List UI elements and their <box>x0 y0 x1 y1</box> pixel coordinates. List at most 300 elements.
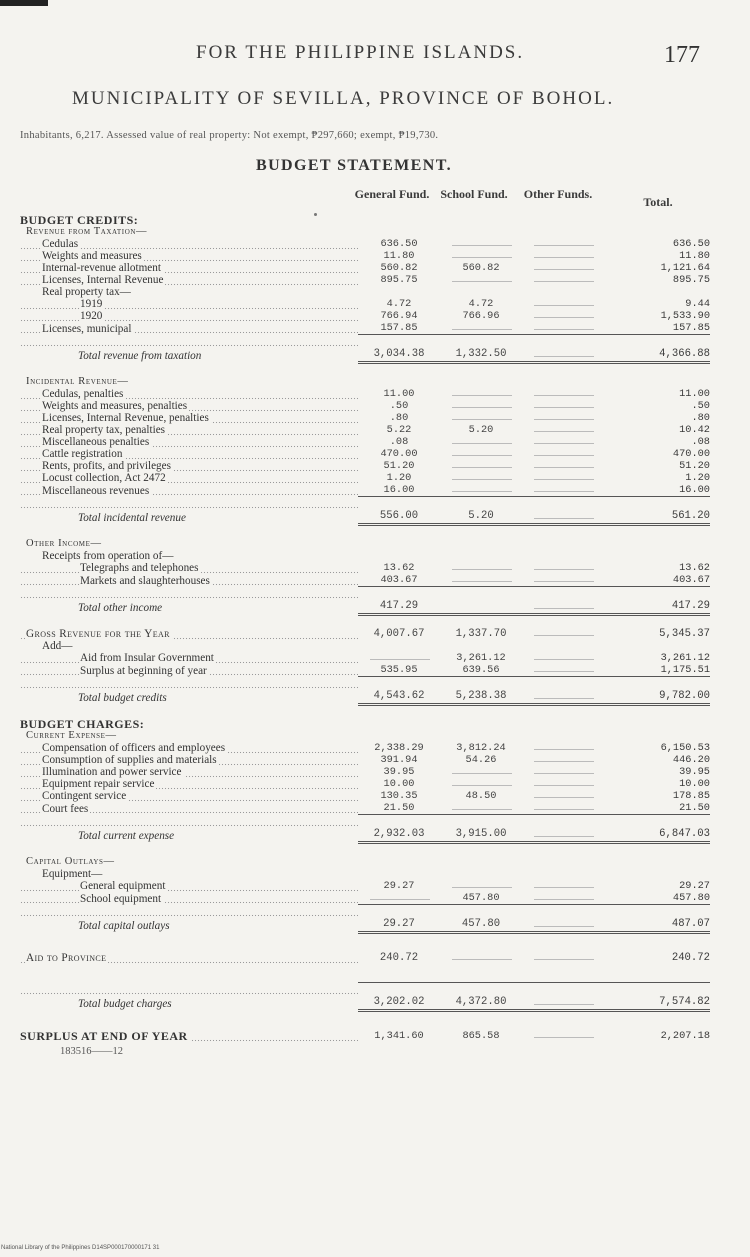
budget-row <box>20 436 710 448</box>
row-label <box>20 778 358 790</box>
row-label <box>20 376 358 388</box>
budget-row <box>20 286 710 298</box>
budget-row <box>20 262 710 274</box>
row-label <box>20 856 358 868</box>
budget-row <box>20 412 710 424</box>
cell-school: 3,812.24 <box>456 742 506 754</box>
empty-cell <box>358 640 440 652</box>
cell-other <box>522 778 604 790</box>
cell-school <box>440 400 522 412</box>
row-label-text: Markets and slaughterhouses <box>80 574 210 587</box>
row-label <box>20 815 358 843</box>
cell-general: 51.20 <box>383 460 415 472</box>
row-label <box>20 574 358 587</box>
row-label-text: 1919 <box>80 298 103 310</box>
row-label <box>20 250 358 262</box>
row-label <box>20 952 358 964</box>
empty-cell <box>440 718 522 730</box>
document-subtitle: Inhabitants, 6,217. Assessed value of real property: Not exempt, ₱297,660; exempt, ₱19,730. <box>20 130 439 141</box>
row-label <box>20 310 358 322</box>
row-label <box>20 412 358 424</box>
row-label-text: Licenses, municipal <box>42 322 132 335</box>
cell-other <box>522 905 604 933</box>
cell-school: 560.82 <box>462 262 500 274</box>
budget-row <box>20 250 710 262</box>
scan-metadata: National Library of the Philippines D14SP000170000171 31 <box>1 1245 160 1251</box>
cell-general: 403.67 <box>380 574 418 586</box>
total-row <box>20 335 710 363</box>
empty-cell <box>440 226 522 238</box>
spacer-row <box>20 525 710 539</box>
cell-other <box>522 766 604 778</box>
cell-school: 5,238.38 <box>440 677 522 705</box>
spacer-cell <box>20 964 710 983</box>
cell-other <box>522 562 604 574</box>
row-label <box>20 1030 358 1042</box>
cell-total: 1,121.64 <box>660 262 710 274</box>
row-label-text: School equipment <box>80 892 162 905</box>
budget-row <box>20 484 710 497</box>
cell-total: 10.00 <box>679 778 710 790</box>
empty-cell <box>440 286 522 298</box>
empty-cell <box>604 718 710 730</box>
cell-general: 2,338.29 <box>374 742 424 754</box>
empty-cell <box>440 640 522 652</box>
cell-general: 4,007.67 <box>373 628 425 640</box>
cell-other <box>522 436 604 448</box>
budget-row <box>20 664 710 677</box>
cell-total: 157.85 <box>672 322 710 334</box>
row-label-text: Court fees <box>42 802 89 815</box>
cell-general: 11.80 <box>383 250 415 262</box>
cell-school: 3,261.12 <box>456 652 506 664</box>
cell-general: 3,034.38 <box>358 335 440 363</box>
cell-total: .50 <box>691 400 710 412</box>
budget-statement-heading: BUDGET STATEMENT. <box>256 157 452 174</box>
empty-cell <box>604 538 710 550</box>
cell-total: 240.72 <box>671 952 710 964</box>
cell-other <box>522 952 604 964</box>
row-label-text: Illumination and power service <box>42 766 182 778</box>
spacer-row <box>20 615 710 629</box>
cell-total: 51.20 <box>679 460 710 472</box>
empty-cell <box>358 226 440 238</box>
row-label <box>20 892 358 905</box>
empty-cell <box>358 214 440 226</box>
row-label-text: Aid from Insular Government <box>80 652 214 664</box>
spacer-cell <box>20 705 710 719</box>
budget-row <box>20 754 710 766</box>
cell-other <box>522 742 604 754</box>
cell-total: 11.80 <box>679 250 710 262</box>
cell-general: 895.75 <box>380 274 418 286</box>
budget-row <box>20 424 710 436</box>
budget-row <box>20 952 710 964</box>
cell-school <box>440 448 522 460</box>
empty-cell <box>522 730 604 742</box>
cell-total: 403.67 <box>672 574 710 586</box>
cell-school <box>440 436 522 448</box>
cell-other <box>522 677 604 705</box>
cell-school <box>440 250 522 262</box>
cell-school: 457.80 <box>462 892 500 904</box>
cell-total: 2,207.18 <box>660 1030 710 1042</box>
cell-general: 21.50 <box>383 802 415 814</box>
cell-general: 535.95 <box>380 664 418 676</box>
empty-cell <box>440 538 522 550</box>
cell-other <box>522 983 604 1011</box>
cell-general: 470.00 <box>380 448 418 460</box>
cell-school: 639.56 <box>462 664 500 676</box>
row-label <box>20 905 358 933</box>
subsection-row <box>20 538 710 550</box>
cell-general: 11.00 <box>383 388 415 400</box>
budget-row <box>20 628 710 640</box>
cell-general: 560.82 <box>380 262 418 274</box>
cell-total: 487.07 <box>604 905 710 933</box>
total-row <box>20 497 710 525</box>
cell-other <box>522 298 604 310</box>
cell-other <box>522 652 604 664</box>
empty-cell <box>522 286 604 298</box>
row-label-text: Telegraphs and telephones <box>80 562 199 574</box>
cell-total: 16.00 <box>679 484 710 496</box>
cell-general: 240.72 <box>379 952 419 964</box>
row-label-text: Compensation of officers and employees <box>42 742 226 754</box>
cell-total: .08 <box>691 436 710 448</box>
cell-other <box>522 892 604 905</box>
cell-general: 157.85 <box>380 322 418 334</box>
spacer-row <box>20 363 710 377</box>
cell-school: 5.20 <box>468 424 494 436</box>
cell-school: 3,915.00 <box>440 815 522 843</box>
cell-general: 130.35 <box>380 790 418 802</box>
cell-other <box>522 335 604 363</box>
cell-other <box>522 754 604 766</box>
empty-cell <box>604 868 710 880</box>
cell-other <box>522 802 604 815</box>
cell-general: .08 <box>389 436 409 448</box>
row-label-text: Surplus at beginning of year <box>80 664 207 677</box>
cell-other <box>522 1030 604 1042</box>
row-label-text: Revenue from Taxation— <box>26 226 148 237</box>
empty-cell <box>522 718 604 730</box>
empty-cell <box>358 730 440 742</box>
column-header-general-fund: General Fund. <box>354 187 430 201</box>
cell-school <box>440 460 522 472</box>
row-label-text: Total revenue from taxation <box>78 349 202 362</box>
cell-school <box>440 484 522 497</box>
cell-total: 470.00 <box>672 448 710 460</box>
cell-school <box>440 412 522 424</box>
empty-cell <box>604 640 710 652</box>
cell-other <box>522 880 604 892</box>
empty-cell <box>604 214 710 226</box>
row-label-text: Capital Outlays— <box>26 856 115 867</box>
cell-other <box>522 664 604 677</box>
cell-total: 9.44 <box>685 298 710 310</box>
row-label-text: Total incidental revenue <box>78 511 186 524</box>
cell-general: .80 <box>389 412 409 424</box>
row-label <box>20 286 358 298</box>
row-label-text: Licenses, Internal Revenue <box>42 274 164 286</box>
row-label <box>20 436 358 448</box>
row-label <box>20 766 358 778</box>
cell-other <box>522 262 604 274</box>
cell-general: 417.29 <box>358 587 440 615</box>
cell-total: 1.20 <box>685 472 710 484</box>
cell-other <box>522 250 604 262</box>
spacer-cell <box>20 615 710 629</box>
row-label <box>20 460 358 472</box>
cell-general: 29.27 <box>383 880 415 892</box>
cell-general: .50 <box>389 400 409 412</box>
empty-cell <box>604 550 710 562</box>
row-label <box>20 628 358 640</box>
empty-cell <box>440 214 522 226</box>
cell-general: 3,202.02 <box>358 983 440 1011</box>
section-row <box>20 718 710 730</box>
row-label-text: Total capital outlays <box>78 919 170 932</box>
row-label <box>20 652 358 664</box>
row-label <box>20 538 358 550</box>
row-label-text: Internal-revenue allotment <box>42 262 161 274</box>
cell-total: 6,847.03 <box>604 815 710 843</box>
empty-cell <box>358 376 440 388</box>
row-label-text: Cattle registration <box>42 448 123 460</box>
row-label-text: Add— <box>42 640 73 652</box>
row-label <box>20 587 358 615</box>
row-label <box>20 880 358 892</box>
cell-school: 1,337.70 <box>455 628 507 640</box>
empty-cell <box>522 856 604 868</box>
total-row <box>20 905 710 933</box>
budget-row <box>20 778 710 790</box>
row-label <box>20 562 358 574</box>
budget-row <box>20 766 710 778</box>
budget-row <box>20 880 710 892</box>
cell-general: 636.50 <box>380 238 418 250</box>
row-label <box>20 983 358 1011</box>
cell-other <box>522 497 604 525</box>
row-label-text: Weights and measures <box>42 250 142 262</box>
cell-school: 457.80 <box>440 905 522 933</box>
row-label-text: Locust collection, Act 2472 <box>42 472 166 484</box>
row-label <box>20 664 358 677</box>
page-number: 177 <box>664 42 700 68</box>
cell-total: 7,574.82 <box>604 983 710 1011</box>
row-label-text: Miscellaneous penalties <box>42 436 150 448</box>
row-label-text: Equipment repair service <box>42 778 155 790</box>
section-row <box>20 1030 710 1042</box>
spacer-row <box>20 933 710 953</box>
row-label <box>20 790 358 802</box>
cell-total: 1,175.51 <box>660 664 710 676</box>
row-label-text: Other Income— <box>26 538 102 549</box>
column-header-total: Total. <box>643 195 673 209</box>
budget-row <box>20 310 710 322</box>
cell-total: 178.85 <box>672 790 710 802</box>
scan-corner-mark <box>0 0 48 6</box>
empty-cell <box>358 868 440 880</box>
row-label-text: Contingent service <box>42 790 127 802</box>
cell-total: 561.20 <box>604 497 710 525</box>
cell-total: 636.50 <box>672 238 710 250</box>
cell-total: 5,345.37 <box>659 628 710 640</box>
cell-school <box>440 388 522 400</box>
cell-school <box>440 778 522 790</box>
row-label <box>20 214 358 226</box>
budget-row <box>20 574 710 587</box>
empty-cell <box>522 640 604 652</box>
subsection-row <box>20 376 710 388</box>
empty-cell <box>358 286 440 298</box>
row-label-text: Real property tax, penalties <box>42 424 166 436</box>
column-header-other-funds: Other Funds. <box>523 187 593 201</box>
empty-cell <box>440 868 522 880</box>
cell-general: 4.72 <box>386 298 412 310</box>
row-label <box>20 802 358 815</box>
row-label-text: Total other income <box>78 601 163 614</box>
cell-school: 766.96 <box>462 310 500 322</box>
row-label <box>20 448 358 460</box>
cell-school: 48.50 <box>465 790 497 802</box>
row-label-text: Total budget credits <box>78 691 167 704</box>
row-label <box>20 322 358 335</box>
empty-cell <box>440 730 522 742</box>
cell-general: 4,543.62 <box>358 677 440 705</box>
spacer-cell <box>20 933 710 953</box>
cell-general: 391.94 <box>380 754 418 766</box>
row-label <box>20 730 358 742</box>
row-label <box>20 424 358 436</box>
cell-other <box>522 472 604 484</box>
row-label-text: Consumption of supplies and materials <box>42 754 217 766</box>
cell-other <box>522 274 604 286</box>
cell-general: 1.20 <box>386 472 412 484</box>
row-label-text: Licenses, Internal Revenue, penalties <box>42 412 209 424</box>
cell-general: 1,341.60 <box>374 1030 424 1042</box>
budget-row <box>20 238 710 250</box>
budget-row <box>20 322 710 335</box>
row-label-text: Current Expense— <box>26 730 117 741</box>
row-label <box>20 274 358 286</box>
row-label <box>20 868 358 880</box>
row-label <box>20 262 358 274</box>
spacer-cell <box>20 525 710 539</box>
cell-other <box>522 238 604 250</box>
cell-total: 1,533.90 <box>660 310 710 322</box>
spacer-cell <box>20 363 710 377</box>
cell-general: 766.94 <box>380 310 418 322</box>
cell-school: 5.20 <box>440 497 522 525</box>
cell-school <box>440 322 522 335</box>
budget-row <box>20 388 710 400</box>
empty-cell <box>604 286 710 298</box>
row-label <box>20 400 358 412</box>
cell-school: 4.72 <box>468 298 494 310</box>
cell-general: 29.27 <box>358 905 440 933</box>
cell-other <box>522 815 604 843</box>
cell-other <box>522 574 604 587</box>
cell-school <box>440 880 522 892</box>
row-label-text: Weights and measures, penalties <box>42 400 188 412</box>
cell-total: 11.00 <box>679 388 710 400</box>
cell-school <box>440 562 522 574</box>
plate-number: 183516——12 <box>60 1046 123 1057</box>
cell-school <box>440 766 522 778</box>
cell-school: 4,372.80 <box>440 983 522 1011</box>
cell-other <box>522 424 604 436</box>
row-label-text: Miscellaneous revenues <box>42 484 150 497</box>
subsection-row <box>20 226 710 238</box>
empty-cell <box>522 868 604 880</box>
cell-total: 3,261.12 <box>660 652 710 664</box>
row-label-text: 1920 <box>80 310 103 322</box>
row-label <box>20 742 358 754</box>
cell-other <box>522 628 604 640</box>
row-label <box>20 226 358 238</box>
cell-school <box>440 274 522 286</box>
total-row <box>20 587 710 615</box>
cell-general: 556.00 <box>358 497 440 525</box>
cell-total: 9,782.00 <box>604 677 710 705</box>
row-label <box>20 472 358 484</box>
spacer-row <box>20 843 710 857</box>
cell-school <box>440 238 522 250</box>
row-label <box>20 484 358 497</box>
cell-total: 457.80 <box>672 892 710 904</box>
cell-other <box>522 460 604 472</box>
cell-other <box>522 484 604 497</box>
cell-total: 6,150.53 <box>660 742 710 754</box>
cell-other <box>522 400 604 412</box>
cell-other <box>522 388 604 400</box>
row-label-text: BUDGET CHARGES: <box>20 718 145 730</box>
empty-cell <box>358 856 440 868</box>
cell-other <box>522 448 604 460</box>
cell-general: 5.22 <box>386 424 412 436</box>
row-label <box>20 754 358 766</box>
row-label-text: Aid to Province <box>26 952 107 964</box>
budget-row <box>20 742 710 754</box>
cell-total: 4,366.88 <box>604 335 710 363</box>
spacer-row <box>20 705 710 719</box>
total-row <box>20 677 710 705</box>
empty-cell <box>522 376 604 388</box>
cell-total: 446.20 <box>672 754 710 766</box>
cell-other <box>522 310 604 322</box>
empty-cell <box>604 226 710 238</box>
budget-row <box>20 400 710 412</box>
budget-row <box>20 550 710 562</box>
budget-table <box>20 214 710 1042</box>
budget-row <box>20 274 710 286</box>
budget-row <box>20 802 710 815</box>
empty-cell <box>604 376 710 388</box>
cell-school <box>440 802 522 815</box>
cell-other <box>522 322 604 335</box>
cell-total: 417.29 <box>604 587 710 615</box>
cell-total: 39.95 <box>679 766 710 778</box>
row-label-text: Equipment— <box>42 868 103 880</box>
spacer-row <box>20 1011 710 1031</box>
budget-row <box>20 892 710 905</box>
cell-school <box>440 587 522 615</box>
cell-total: 29.27 <box>679 880 710 892</box>
budget-row <box>20 868 710 880</box>
budget-row <box>20 652 710 664</box>
